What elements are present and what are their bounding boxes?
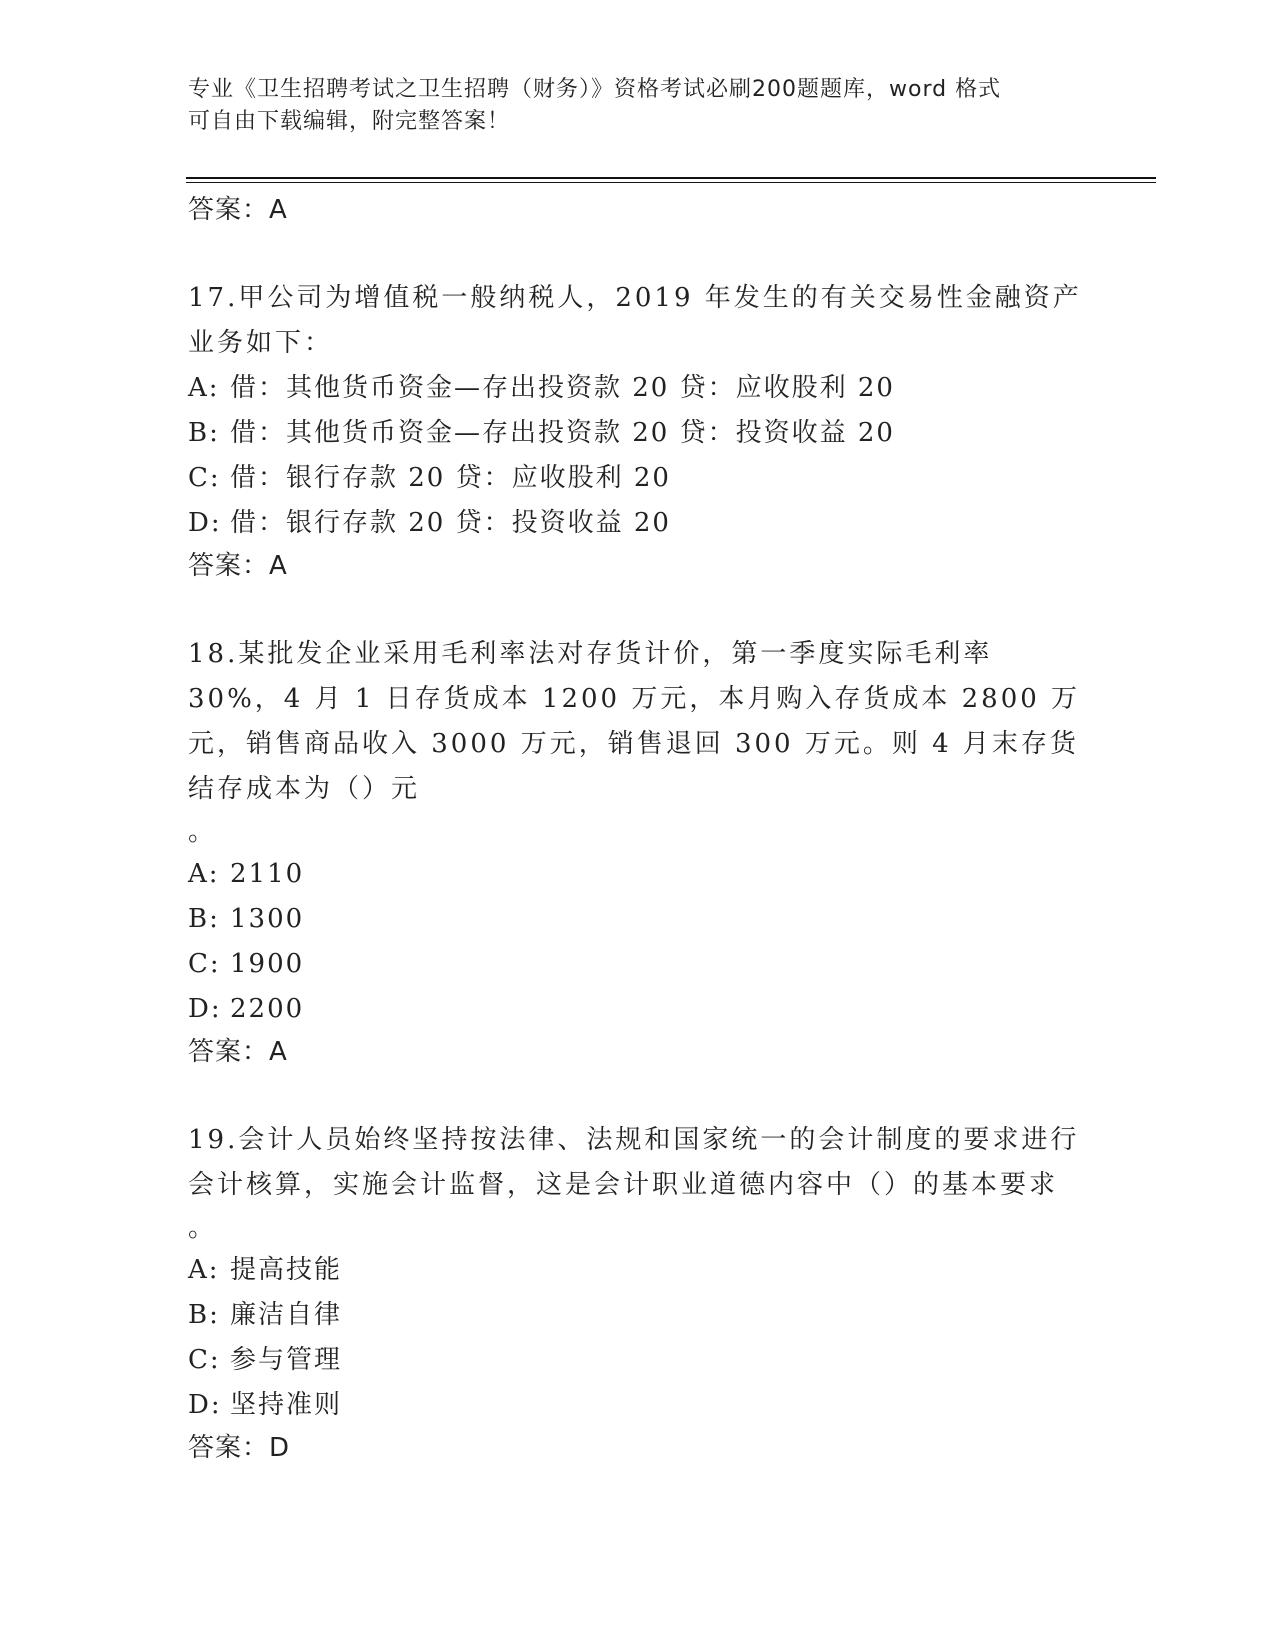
option-b	[188, 411, 1088, 456]
document-header	[188, 74, 1068, 138]
option-text: 2200	[230, 994, 305, 1024]
option-letter: C:	[188, 949, 221, 979]
question-tail: 。	[188, 817, 218, 847]
header-rule-thin	[186, 182, 1156, 183]
option-text: 2110	[230, 859, 305, 889]
option-text: 借：其他货币资金—存出投资款 20 贷：投资收益 20	[230, 418, 895, 448]
option-text: 1900	[230, 949, 305, 979]
option-a	[188, 1248, 1088, 1293]
question-19	[188, 1118, 1088, 1468]
option-c	[188, 1338, 1088, 1383]
option-text: 借：其他货币资金—存出投资款 20 贷：应收股利 20	[230, 373, 895, 403]
answer-line: 答案：A	[188, 195, 288, 225]
option-b	[188, 897, 1088, 942]
question-text: 17.甲公司为增值税一般纳税人，2019 年发生的有关交易性金融资产业务如下：	[188, 283, 1082, 358]
question-18	[188, 632, 1088, 1072]
option-text: 借：银行存款 20 贷：应收股利 20	[230, 463, 671, 493]
header-line-2: 可自由下载编辑，附完整答案！	[188, 109, 511, 134]
question-17	[188, 276, 1088, 586]
option-text: 廉洁自律	[230, 1300, 343, 1330]
option-letter: B:	[188, 418, 220, 448]
question-tail: 。	[188, 1213, 218, 1243]
option-letter: B:	[188, 1300, 220, 1330]
option-d	[188, 501, 1088, 546]
option-a	[188, 366, 1088, 411]
option-text: 提高技能	[230, 1255, 343, 1285]
header-rule-thick	[186, 177, 1156, 179]
spacer	[188, 230, 1088, 276]
option-d	[188, 1383, 1088, 1428]
answer-line: 答案：A	[188, 551, 288, 581]
question-text: 18.某批发企业采用毛利率法对存货计价，第一季度实际毛利率 30%，4 月 1 日存货成本 1200 万元，本月购入存货成本 2800 万元，销售商品收入 3000 万元，销售退回 300 万元。则 4 月末存货结存成本为（）元	[188, 639, 1081, 804]
option-c	[188, 942, 1088, 987]
document-body	[188, 190, 1088, 1468]
answer-line: 答案：D	[188, 1433, 291, 1463]
option-a	[188, 852, 1088, 897]
option-letter: D:	[188, 508, 222, 538]
option-text: 借：银行存款 20 贷：投资收益 20	[230, 508, 671, 538]
option-d	[188, 987, 1088, 1032]
option-letter: D:	[188, 1390, 222, 1420]
answer-line: 答案：A	[188, 1037, 288, 1067]
spacer	[188, 586, 1088, 632]
option-letter: A:	[188, 373, 220, 403]
option-text: 1300	[230, 904, 305, 934]
option-letter: D:	[188, 994, 222, 1024]
option-letter: B:	[188, 904, 220, 934]
spacer	[188, 1072, 1088, 1118]
option-letter: C:	[188, 1345, 221, 1375]
option-text: 参与管理	[230, 1345, 343, 1375]
header-line-1: 专业《卫生招聘考试之卫生招聘（财务）》资格考试必刷200题题库，word 格式	[188, 77, 1002, 102]
option-text: 坚持准则	[230, 1390, 343, 1420]
option-letter: C:	[188, 463, 221, 493]
option-letter: A:	[188, 859, 220, 889]
option-letter: A:	[188, 1255, 220, 1285]
option-b	[188, 1293, 1088, 1338]
question-text: 19.会计人员始终坚持按法律、法规和国家统一的会计制度的要求进行会计核算，实施会计监督，这是会计职业道德内容中（）的基本要求	[188, 1125, 1080, 1200]
option-c	[188, 456, 1088, 501]
